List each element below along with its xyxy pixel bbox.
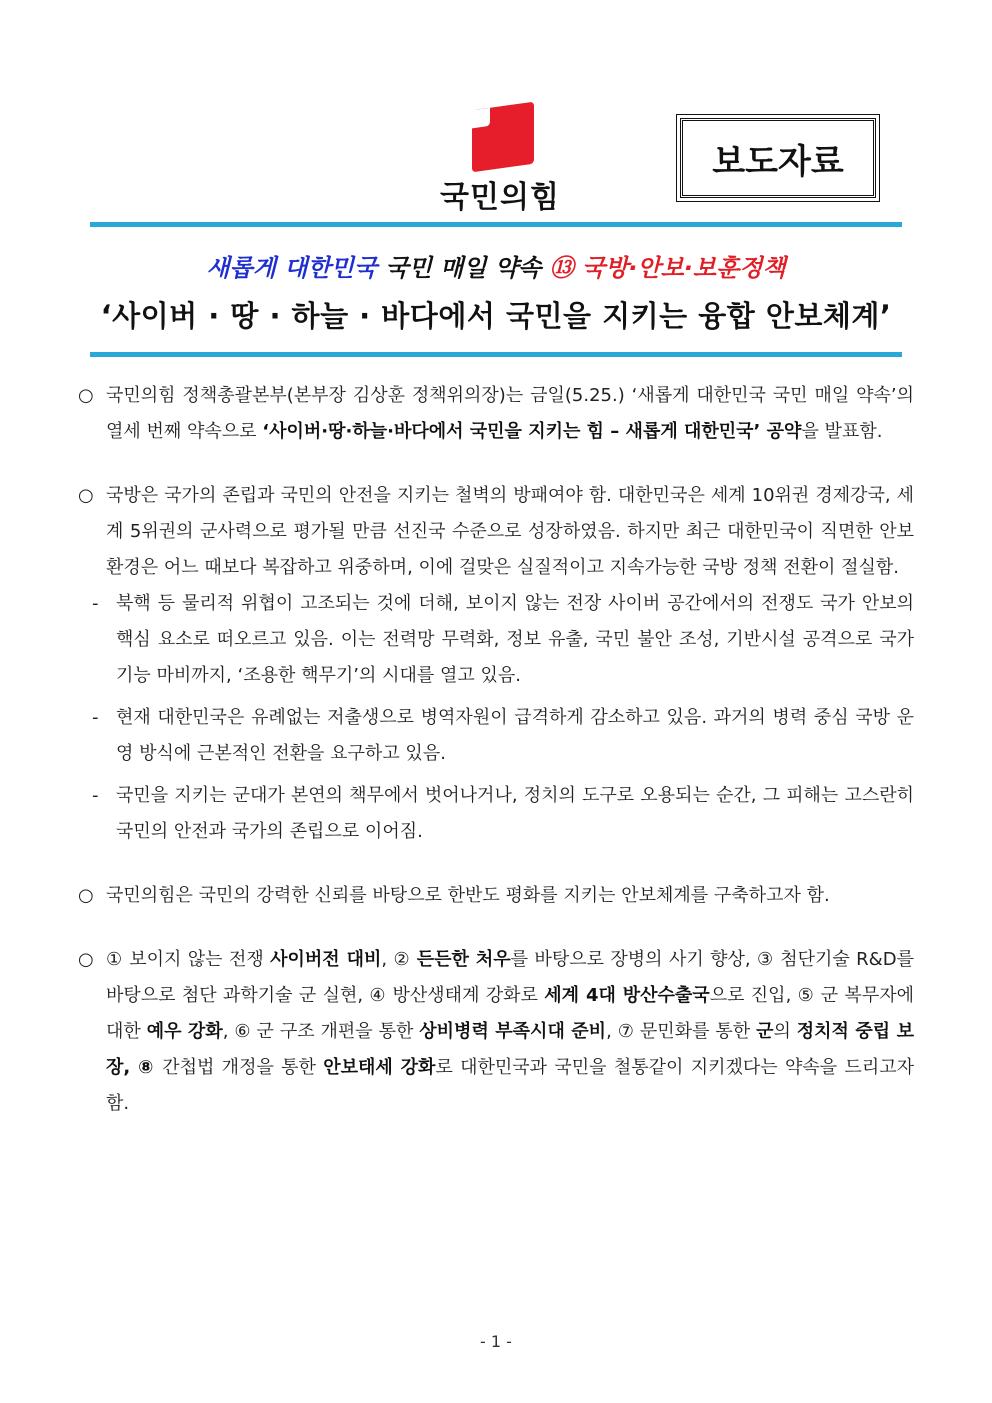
- paragraph-emphasis: 든든한 처우: [416, 949, 511, 970]
- paragraph-emphasis: 사이버전 대비: [270, 949, 382, 970]
- paragraph-text: ① 보이지 않는 전쟁: [106, 949, 271, 970]
- bullet-dash: -: [92, 593, 99, 614]
- party-logo: [430, 100, 570, 215]
- bullet-circle: ○: [78, 385, 94, 406]
- paragraph-emphasis: ‘사이버·땅·하늘·바다에서 국민을 지키는 힘 – 새롭게 대한민국’ 공약: [262, 421, 802, 442]
- paragraph-emphasis: 안보태세 강화: [323, 1057, 436, 1078]
- subpoint-birthrate: [78, 700, 914, 772]
- sub-headline: [90, 248, 902, 283]
- paragraph-text: 국민의힘은 국민의 강력한 신뢰를 바탕으로 한반도 평화를 지키는 안보체계를 구축하고자 함.: [106, 885, 830, 906]
- paragraph-emphasis: 예우 강화: [146, 1021, 223, 1042]
- paragraph-text: 의: [773, 1021, 797, 1042]
- paragraph-intro: [78, 378, 914, 450]
- paragraph-defense: [78, 478, 914, 586]
- paragraph-text: 로 대한민국과 국민을 철통같이 지키겠다는 약속을 드리고자 함.: [106, 1057, 914, 1114]
- paragraph-text: , ②: [381, 949, 417, 970]
- bullet-circle: ○: [78, 949, 94, 970]
- top-divider: [90, 222, 902, 227]
- party-logo-text: 국민의힘: [440, 180, 560, 215]
- paragraph-text: , ⑦ 문민화를 통한: [606, 1021, 757, 1042]
- main-headline: ‘사이버 · 땅 · 하늘 · 바다에서 국민을 지키는 융합 안보체계’: [100, 299, 892, 333]
- subpoint-cyber: [78, 586, 914, 694]
- paragraph-text: 간첩법 개정을 통한: [154, 1057, 324, 1078]
- sub-headline-topic: ⑬ 국방·안보·보훈정책: [549, 254, 786, 282]
- paragraph-security-system: [78, 878, 914, 914]
- paragraph-emphasis: 세계 4대 방산수출국: [544, 985, 710, 1006]
- sub-headline-brand: 새롭게 대한민국: [206, 254, 378, 282]
- press-release-label: 보도자료: [680, 118, 876, 198]
- bullet-circle: ○: [78, 885, 94, 906]
- bottom-divider: [90, 352, 902, 357]
- sub-headline-series: 국민 매일 약속: [377, 254, 550, 282]
- subpoint-text: 현재 대한민국은 유례없는 저출생으로 병역자원이 급격하게 감소하고 있음. 과거의 병력 중심 국방 운영 방식에 근본적인 전환을 요구하고 있음.: [116, 707, 914, 764]
- paragraph-text: 를 바탕으로 장병의 사기 향상, ③ 첨단기술 R&D를 바탕으로 첨단 과학기술 군 실현, ④ 방산생태계 강화로: [106, 949, 914, 1006]
- paragraph-emphasis: 군: [756, 1021, 774, 1042]
- subpoint-text: 북핵 등 물리적 위협이 고조되는 것에 더해, 보이지 않는 전장 사이버 공간에서의 전쟁도 국가 안보의 핵심 요소로 떠오르고 있음. 이는 전력망 무력화, 정보 유출, 국민 불안 조성, 기반시설 공격으로 국가기능 마비까지, ‘조용한 핵무기’의 시대를 열고 있음.: [116, 593, 914, 686]
- paragraph-emphasis: 정치적 중립 보장, ⑧: [106, 1021, 914, 1078]
- paragraph-text: , ⑥ 군 구조 개편을 통한: [222, 1021, 420, 1042]
- paragraph-text: 국민의힘 정책총괄본부(본부장 김상훈 정책위의장)는 금일(5.25.) ‘새롭게 대한민국 국민 매일 약속’의 열세 번째 약속으로: [106, 385, 914, 442]
- bullet-dash: -: [92, 707, 99, 728]
- press-body: [78, 378, 914, 1122]
- bullet-circle: ○: [78, 485, 94, 506]
- paragraph-pledges: [78, 942, 914, 1122]
- paragraph-emphasis: 상비병력 부족시대 준비: [419, 1021, 607, 1042]
- page-number: - 1 -: [480, 1332, 512, 1351]
- bullet-dash: -: [92, 785, 99, 806]
- paragraph-text: 국방은 국가의 존립과 국민의 안전을 지키는 철벽의 방패여야 함. 대한민국은 세계 10위권 경제강국, 세계 5위권의 군사력으로 평가될 만큼 선진국 수준으로 성장하였음. 하지만 최근 대한민국이 직면한 안보 환경은 어느 때보다 복잡하고 위중하며, 이에 걸맞은 실질적이고 지속가능한 국방 정책 전환이 절실함.: [106, 485, 914, 578]
- subpoint-politics: [78, 778, 914, 850]
- paragraph-text: 으로 진입, ⑤ 군 복무자에 대한: [106, 985, 914, 1042]
- subpoint-text: 국민을 지키는 군대가 본연의 책무에서 벗어나거나, 정치의 도구로 오용되는 순간, 그 피해는 고스란히 국민의 안전과 국가의 존립으로 이어짐.: [116, 785, 914, 842]
- party-logo-mark: [472, 102, 534, 173]
- paragraph-text: 을 발표함.: [801, 421, 883, 442]
